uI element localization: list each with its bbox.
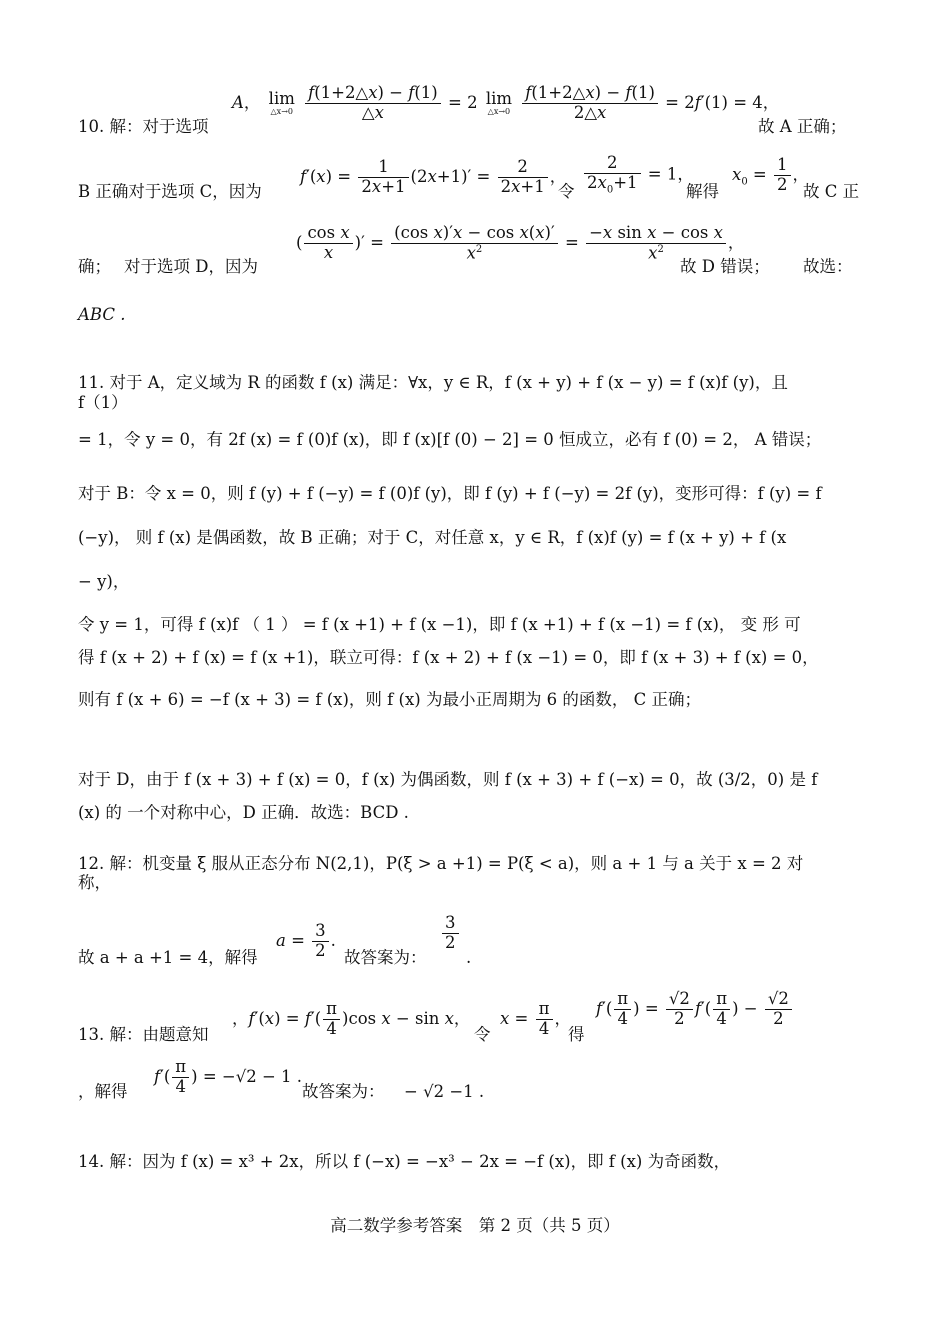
q10-formula-c2: $\frac{2}{2x_0+1}$ = 1， [582, 154, 694, 196]
q13-formula-2: x = $\frac{\pi}{4}$ ， [500, 999, 571, 1038]
q13-formula-3: f′( $\frac{\pi}{4}$ ) = $\frac{√2}{2}$ f′( $\frac{\pi}{4}$ ) − $\frac{√2}{2}$ [596, 990, 794, 1029]
q10-formula-d: ( $\frac{\text{cos x}}{x}$ )′ = $\frac{\text{(cos x)′x − cos x(x)′}}{x^2}$ = $\frac{\text{−x sin x − cos x}}{x^2}$ ， [296, 223, 745, 263]
q10-d-wrong: 故 D 错误； [680, 257, 770, 276]
q10-b-c: B 正确对于选项 C，因为 [78, 182, 262, 201]
q11-line-11: (x) 的 一个对称中心，D 正确．故选：BCD . [78, 803, 409, 822]
q10-solve: 解得 [686, 182, 719, 201]
q10-answer: ABC . [78, 305, 126, 324]
q11-line-9: 则有 f (x + 6) = −f (x + 3) = f (x)，则 f (x) 为最小正周期为 6 的函数， C 正确； [78, 690, 702, 709]
q14-line-1: 14. 解：因为 f (x) = x³ + 2x，所以 f (−x) = −x³ − 2x = −f (x)，即 f (x) 为奇函数， [78, 1152, 731, 1171]
q10-intro: 10. 解：对于选项 [78, 117, 209, 136]
q10-choose: 故选： [803, 257, 853, 276]
q13-get: 得 [568, 1025, 585, 1044]
q11-line-6: − y)， [78, 572, 130, 591]
q10-a-correct: 故 A 正确； [758, 117, 847, 136]
q12-formula-a: a = $\frac{3}{2}$ . [276, 921, 336, 960]
q12-line-2: 称， [78, 873, 111, 892]
q11-line-3: = 1，令 y = 0，有 2f (x) = f (0)f (x)，即 f (x)[f (0) − 2] = 0 恒成立，必有 f (0) = 2， A 错误； [78, 430, 822, 449]
q10-let: 令 [558, 182, 575, 201]
q13-let: 令 [474, 1025, 491, 1044]
q11-line-5: (−y)， 则 f (x) 是偶函数，故 B 正确；对于 C，对任意 x，y ∈ R，f (x)f (y) = f (x + y) + f (x [78, 528, 787, 547]
q11-line-4: 对于 B：令 x = 0，则 f (y) + f (−y) = f (0)f (y)，即 f (y) + f (−y) = 2f (y)，变形可得：f (y) = f [78, 484, 822, 503]
q10-formula-c3: $x_0$ = $\frac{1}{2}$ ， [732, 155, 810, 194]
q13-formula-4: f′( $\frac{\pi}{4}$ ) = −√2 − 1 . [154, 1057, 303, 1096]
q10-formula-a: A， lim △x→0 $\frac{f(1+2\triangle x) - f(1)}{\triangle x}$ = 2 lim △x→0 $\frac{f(1+2\triangle x) - f(1)}{2\triangle x}$ = 2f′(1) = 4， [232, 83, 780, 122]
q13-formula-5: − √2 −1 . [404, 1082, 485, 1101]
q12-line-3c: . [466, 948, 472, 967]
page-footer: 高二数学参考答案 第 2 页（共 5 页） [330, 1216, 620, 1235]
q10-c-correct-2: 确； [78, 257, 111, 276]
q11-line-2: f（1） [78, 393, 128, 412]
q11-line-10: 对于 D，由于 f (x + 3) + f (x) = 0，f (x) 为偶函数，则 f (x + 3) + f (−x) = 0，故 (3/2，0) 是 f [78, 770, 818, 789]
q12-formula-answer: $\frac{3}{2}$ [440, 914, 461, 953]
q12-line-3a: 故 a + a +1 = 4，解得 [78, 948, 258, 967]
q13-line-2a: ，解得 [78, 1082, 128, 1101]
q11-line-1: 11. 对于 A，定义域为 R 的函数 f (x) 满足：∀x，y ∈ R，f (x + y) + f (x − y) = f (x)f (y)，且 [78, 373, 788, 392]
q12-line-3b: 故答案为： [344, 948, 427, 967]
q13-line-2b: 故答案为： [302, 1082, 385, 1101]
q10-d-intro: 对于选项 D，因为 [124, 257, 258, 276]
q11-line-7: 令 y = 1，可得 f (x)f （ 1 ） = f (x +1) + f (x −1)，即 f (x +1) + f (x −1) = f (x)， 变 形 可 [78, 615, 801, 634]
q12-line-1: 12. 解：机变量 ξ 服从正态分布 N(2,1)，P(ξ > a +1) = P(ξ < a)，则 a + 1 与 a 关于 x = 2 对 [78, 854, 804, 873]
q10-formula-c: f′(x) = $\frac{1}{2x+1}$ (2x+1)′ = $\frac{2}{2x+1}$ ， [300, 157, 567, 196]
q10-c-correct-1: 故 C 正 [803, 182, 860, 201]
q11-line-8: 得 f (x + 2) + f (x) = f (x +1)，联立可得：f (x + 2) + f (x −1) = 0，即 f (x + 3) + f (x) = 0， [78, 648, 819, 667]
q13-formula-1: ，f′(x) = f′( $\frac{\pi}{4}$ )cos x − sin x， [232, 999, 471, 1038]
q13-intro: 13. 解：由题意知 [78, 1025, 209, 1044]
